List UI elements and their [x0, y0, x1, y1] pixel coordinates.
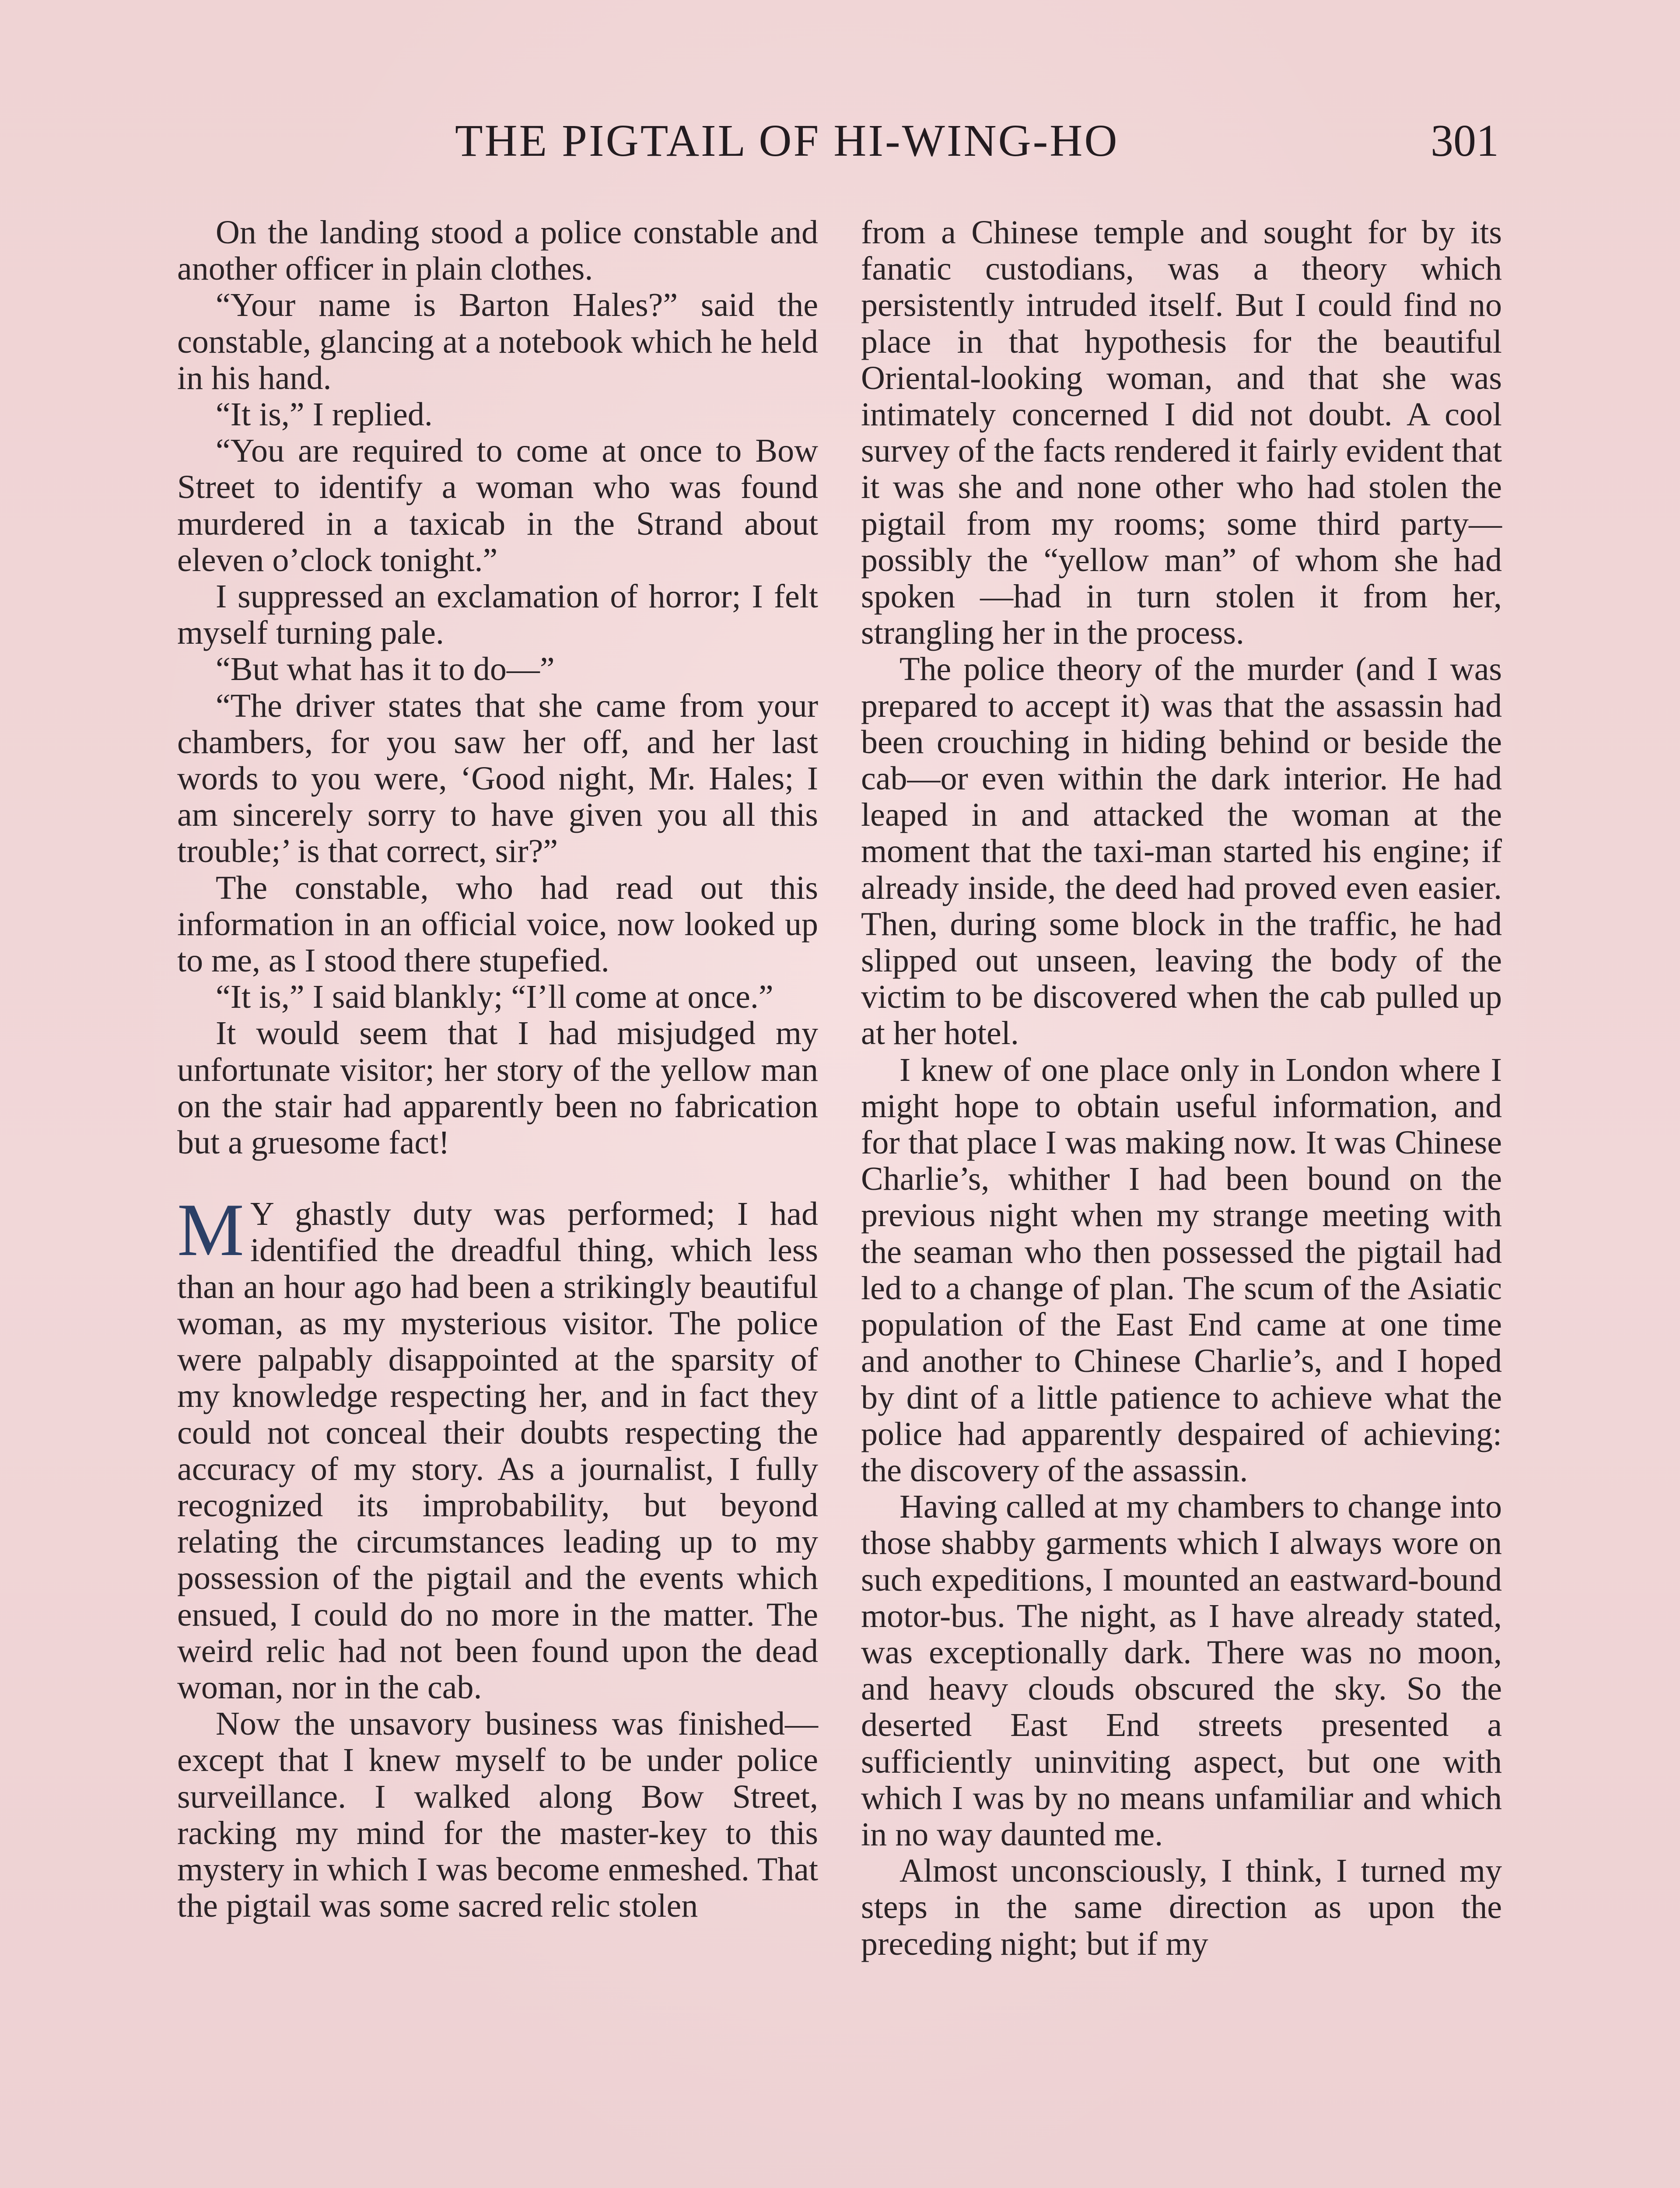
continued-paragraph: from a Chinese temple and sought for by its fanatic custodians, was a theory which persistently intruded itself. But I could find no place in that hypothesis for the beautiful Oriental-looking woman, and that she was intimately concerned I did not doubt. A cool survey of the facts rendered it fairly evident that it was she and none other who had stolen the pigtail from my rooms; some third party—possibly the “yellow man” of whom she had spoken —had in turn stolen it from her, strangling her in the process. — [861, 214, 1502, 652]
running-head-title: THE PIGTAIL OF HI-WING-HO — [455, 116, 1119, 166]
paragraph: The constable, who had read out this information in an official voice, now looked up to me, as I stood there stupefied. — [177, 869, 818, 979]
paragraph: The police theory of the murder (and I was prepared to accept it) was that the assassin had been crouching in hiding behind or beside the cab—or even within the dark interior. He had leaped in and attacked the woman at the moment that the taxi-man started his engine; if already inside, the deed had proved even easier. Then, during some block in the traffic, he had slipped out unseen, leaving the body of the victim to be discovered when the cab pulled up at her hotel. — [861, 651, 1502, 1052]
paragraph: “The driver states that she came from your chambers, for you saw her off, and her last words to you were, ‘Good night, Mr. Hales; I am sincerely sorry to have given you all this trouble;’ is that correct, sir?” — [177, 687, 818, 870]
left-column — [177, 214, 818, 1924]
paragraph: “But what has it to do—” — [216, 651, 555, 688]
section-opening-text: Y ghastly duty was performed; I had identified the dreadful thing, which less than an hour ago had been a strikingly beautiful woman, as my mysterious visitor. The police were palpably disappointed at the sparsity of my knowledge respecting her, and in fact they could not conceal their doubts respecting the accuracy of my story. As a journalist, I fully recognized its improbability, but beyond relating the circumstances leading up to my possession of the pigtail and the events which ensued, I could do no more in the matter. The weird relic had not been found upon the dead woman, nor in the cab. — [177, 1196, 818, 1706]
drop-cap: M — [177, 1189, 244, 1272]
paragraph: On the landing stood a police constable and another officer in plain clothes. — [177, 214, 818, 288]
right-column — [861, 214, 1502, 1962]
paragraph: I suppressed an exclamation of horror; I felt myself turning pale. — [177, 578, 818, 652]
paragraph: “Your name is Barton Hales?” said the constable, glancing at a notebook which he held in his hand. — [177, 287, 818, 396]
paragraph: “It is,” I replied. — [216, 396, 433, 433]
paragraph: Having called at my chambers to change into those shabby garments which I always wore on such expeditions, I mounted an eastward-bound motor-bus. The night, as I have already stated, was exceptionally dark. There was no moon, and heavy clouds obscured the sky. So the deserted East End streets presented a sufficiently uninviting aspect, but one with which I was by no means unfamiliar and which in no way daunted me. — [861, 1488, 1502, 1853]
section-opening-paragraph — [177, 1189, 818, 1706]
paragraph: “You are required to come at once to Bow Street to identify a woman who was found murdered in a taxicab in the Strand about eleven o’clock tonight.” — [177, 432, 818, 579]
paragraph: “It is,” I said blankly; “I’ll come at once.” — [216, 978, 774, 1016]
paragraph: Almost unconsciously, I think, I turned my steps in the same direction as upon the preceding night; but if my — [861, 1852, 1502, 1962]
page-number: 301 — [1431, 116, 1499, 166]
paragraph: Now the unsavory business was finished—except that I knew myself to be under police surveillance. I walked along Bow Street, racking my mind for the master-key to this mystery in which I was become enmeshed. That the pigtail was some sacred relic stolen — [177, 1705, 818, 1925]
paragraph: I knew of one place only in London where I might hope to obtain useful information, and for that place I was making now. It was Chinese Charlie’s, whither I had been bound on the previous night when my strange meeting with the seaman who then possessed the pigtail had led to a change of plan. The scum of the Asiatic population of the East End came at one time and another to Chinese Charlie’s, and I hoped by dint of a little patience to achieve what the police had apparently despaired of achieving: the discovery of the assassin. — [861, 1051, 1502, 1489]
paragraph: It would seem that I had misjudged my unfortunate visitor; her story of the yellow man on the stair had apparently been no fabrication but a gruesome fact! — [177, 1015, 818, 1161]
